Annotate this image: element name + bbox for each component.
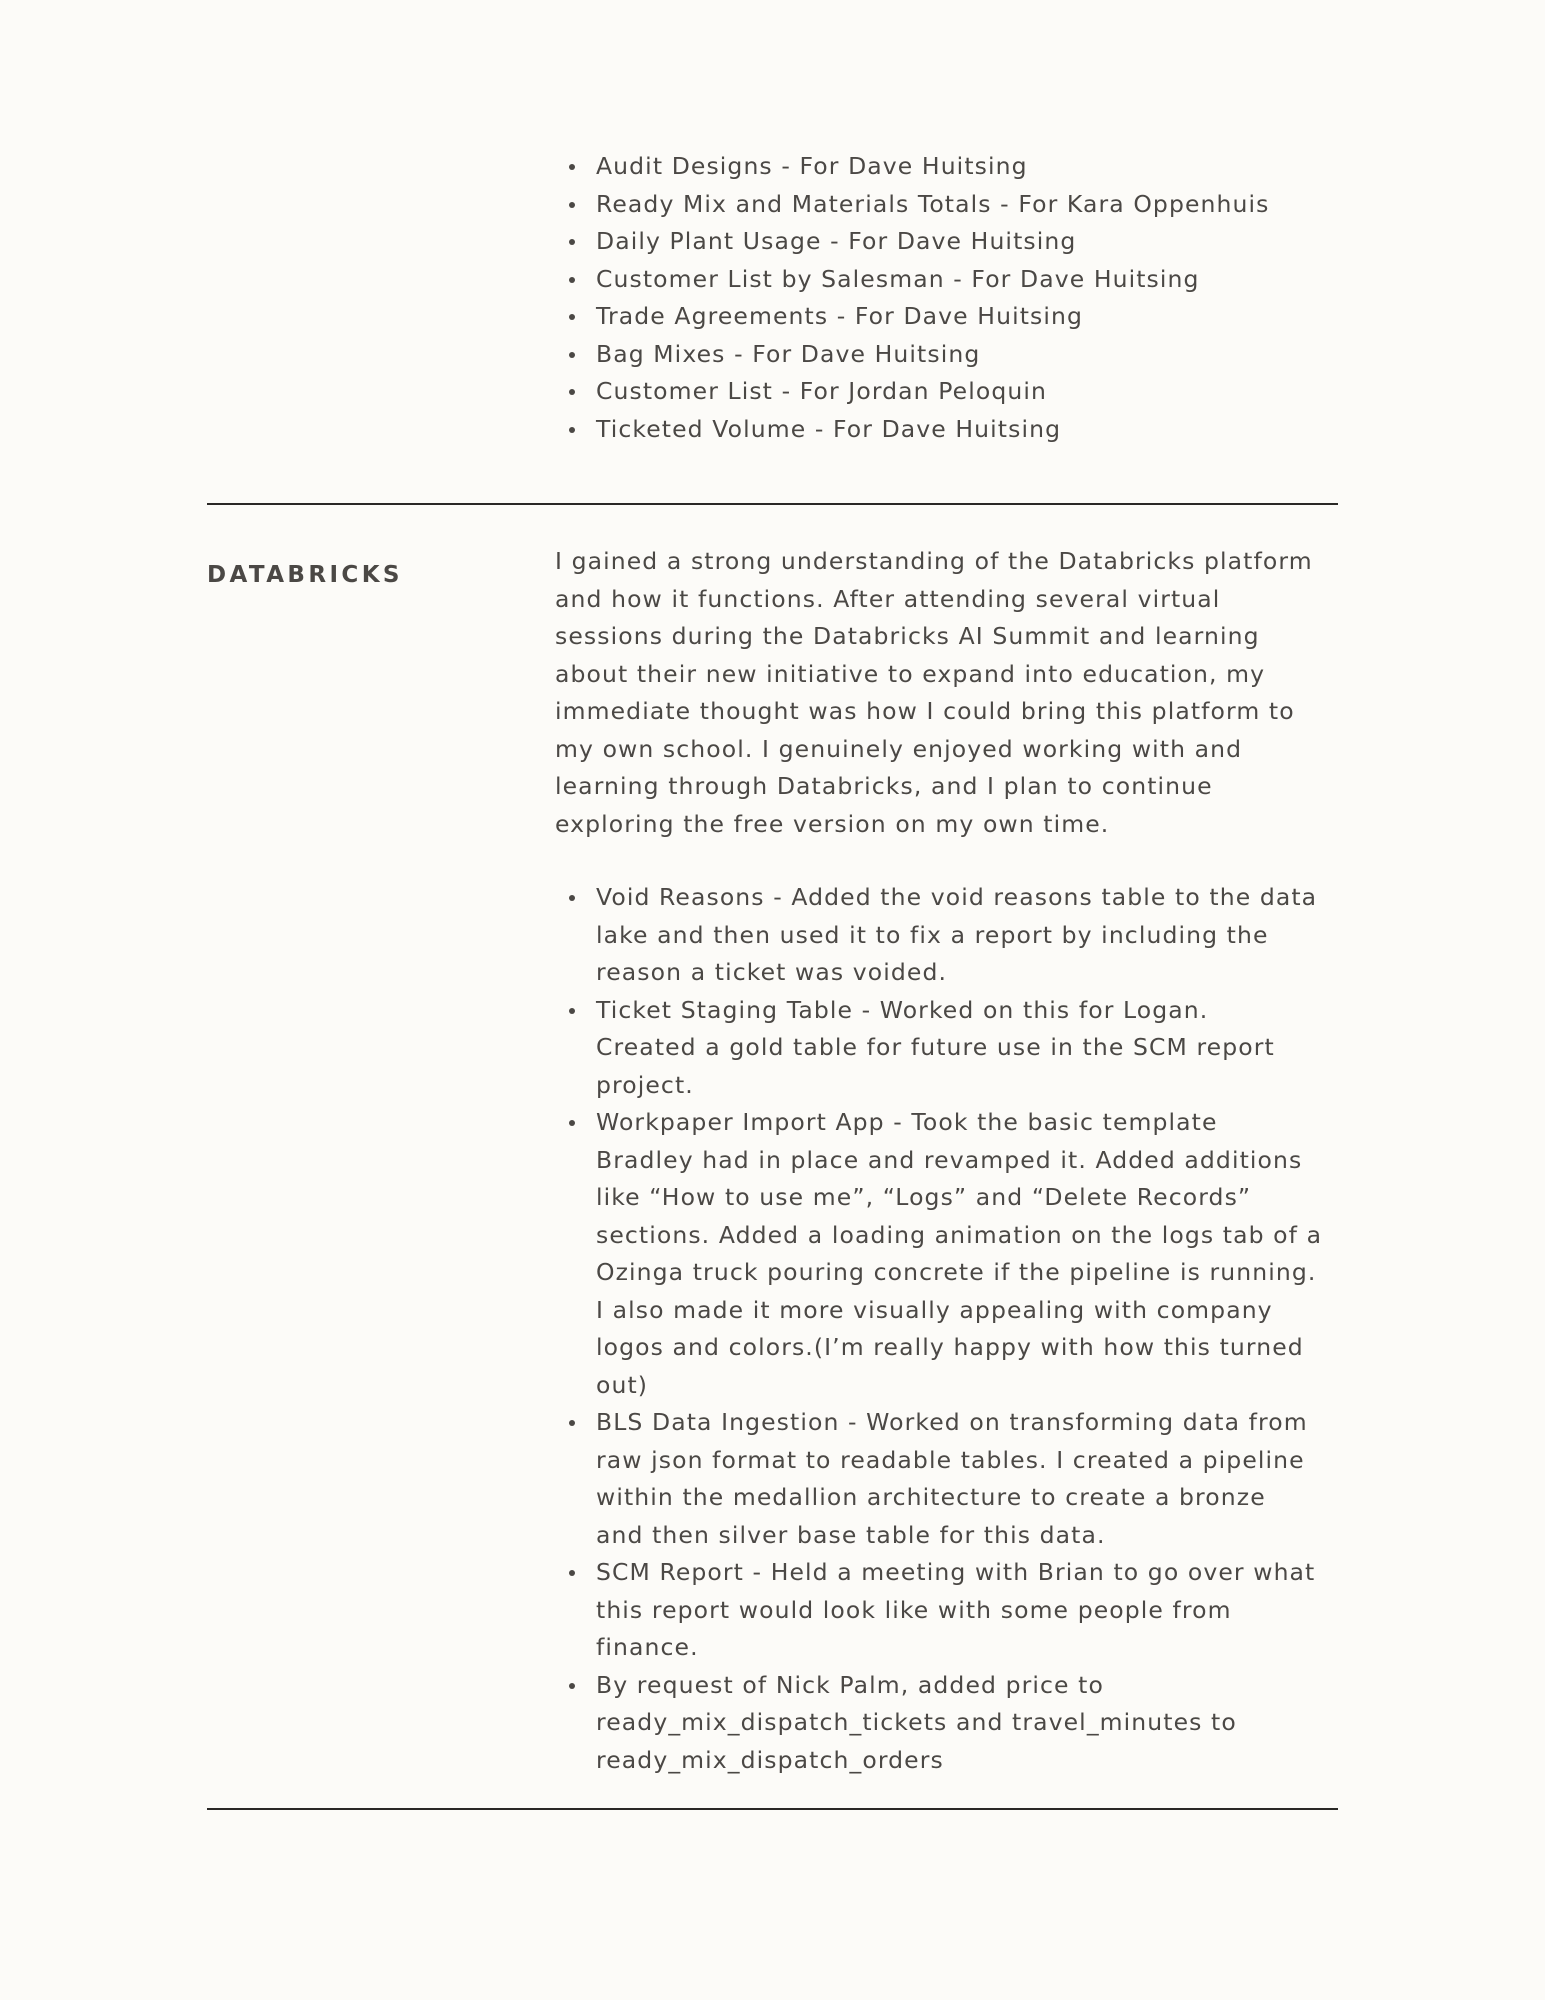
list-item: [555, 879, 1355, 992]
list-item-line: Ticket Staging Table - Worked on this for Logan.: [596, 995, 1209, 1024]
section-divider: [207, 503, 1338, 505]
list-item-line: By request of Nick Palm, added price to: [596, 1670, 1104, 1699]
list-item-line: reason a ticket was voided.: [596, 958, 948, 986]
paragraph-line: I gained a strong understanding of the Databricks platform: [555, 547, 1313, 575]
paragraph-line: learning through Databricks, and I plan to continue: [555, 772, 1213, 800]
list-item-line: sections. Added a loading animation on the logs tab of a: [596, 1220, 1323, 1249]
paragraph-line: about their new initiative to expand into education, my: [555, 659, 1266, 688]
list-item-line: lake and then used it to fix a report by including the: [596, 920, 1269, 949]
list-item-line: Void Reasons - Added the void reasons table to the data: [596, 883, 1318, 911]
list-item-line: this report would look like with some people from: [596, 1595, 1232, 1624]
list-item: Customer List by Salesman - For Dave Huitsing: [555, 261, 1355, 299]
list-item-line: project.: [596, 1070, 694, 1099]
list-item-line: Ozinga truck pouring concrete if the pipeline is running.: [596, 1258, 1317, 1286]
list-item-line: I also made it more visually appealing with company: [596, 1295, 1273, 1324]
list-item-line: logos and colors.(I’m really happy with how this turned: [596, 1333, 1304, 1361]
list-item-line: finance.: [596, 1633, 699, 1661]
list-item: [555, 1554, 1355, 1667]
list-item-line: and then silver base table for this data.: [596, 1520, 1106, 1549]
list-item-line: Created a gold table for future use in the SCM report: [596, 1033, 1275, 1061]
list-item: [555, 1404, 1355, 1554]
list-item: [555, 1667, 1355, 1780]
paragraph-line: exploring the free version on my own time.: [555, 809, 1110, 838]
list-item: Audit Designs - For Dave Huitsing: [555, 148, 1355, 186]
list-item: Bag Mixes - For Dave Huitsing: [555, 336, 1355, 374]
paragraph-line: sessions during the Databricks AI Summit and learning: [555, 622, 1260, 650]
list-item: Ticketed Volume - For Dave Huitsing: [555, 411, 1355, 449]
paragraph-line: my own school. I genuinely enjoyed working with and: [555, 734, 1243, 763]
list-item: [555, 992, 1355, 1105]
list-item-line: out): [596, 1370, 649, 1399]
paragraph-line: immediate thought was how I could bring this platform to: [555, 697, 1295, 725]
section-heading: DATABRICKS: [207, 562, 403, 588]
list-item-line: ready_mix_dispatch_tickets and travel_minutes to: [596, 1708, 1237, 1736]
list-item-line: Bradley had in place and revamped it. Added additions: [596, 1145, 1303, 1174]
list-item-line: Workpaper Import App - Took the basic template: [596, 1108, 1218, 1136]
paragraph-line: and how it functions. After attending several virtual: [555, 584, 1221, 613]
list-item-line: BLS Data Ingestion - Worked on transforming data from: [596, 1408, 1308, 1436]
list-item-line: like “How to use me”, “Logs” and “Delete Records”: [596, 1183, 1252, 1211]
list-item: Daily Plant Usage - For Dave Huitsing: [555, 223, 1355, 261]
list-item-line: ready_mix_dispatch_orders: [596, 1745, 944, 1774]
section-divider: [207, 1808, 1338, 1810]
list-item: Customer List - For Jordan Peloquin: [555, 373, 1355, 411]
list-item-line: within the medallion architecture to create a bronze: [596, 1483, 1266, 1511]
list-item: [555, 1104, 1355, 1404]
intro-paragraph: [555, 543, 1355, 843]
top-report-list: [555, 148, 1355, 448]
databricks-work-list: [555, 879, 1355, 1779]
list-item-line: raw json format to readable tables. I created a pipeline: [596, 1445, 1305, 1474]
list-item: Trade Agreements - For Dave Huitsing: [555, 298, 1355, 336]
list-item: Ready Mix and Materials Totals - For Kara Oppenhuis: [555, 186, 1355, 224]
list-item-line: SCM Report - Held a meeting with Brian to go over what: [596, 1558, 1316, 1586]
